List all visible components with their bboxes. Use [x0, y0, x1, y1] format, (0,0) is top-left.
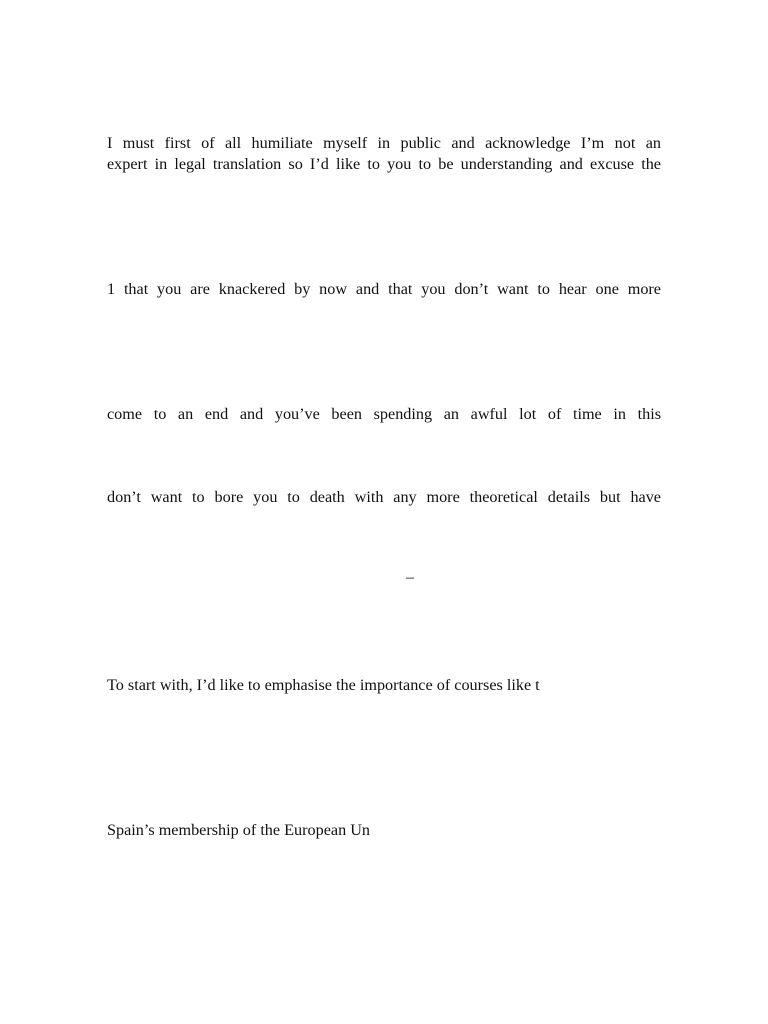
text-line-5: don’t want to bore you to death with any more theoretical details but have [107, 488, 661, 506]
text-line-1: I must first of all humiliate myself in public and acknowledge I’m not an [107, 134, 661, 152]
dash-mark: – [406, 569, 414, 586]
text-line-3: 1 that you are knackered by now and that you don’t want to hear one more [107, 280, 661, 298]
text-line-7: Spain’s membership of the European Un [107, 821, 370, 839]
text-line-4: come to an end and you’ve been spending an awful lot of time in this [107, 405, 661, 423]
text-line-2: expert in legal translation so I’d like to you to be understanding and excuse the [107, 155, 661, 173]
text-line-6: To start with, I’d like to emphasise the importance of courses like t [107, 676, 540, 694]
